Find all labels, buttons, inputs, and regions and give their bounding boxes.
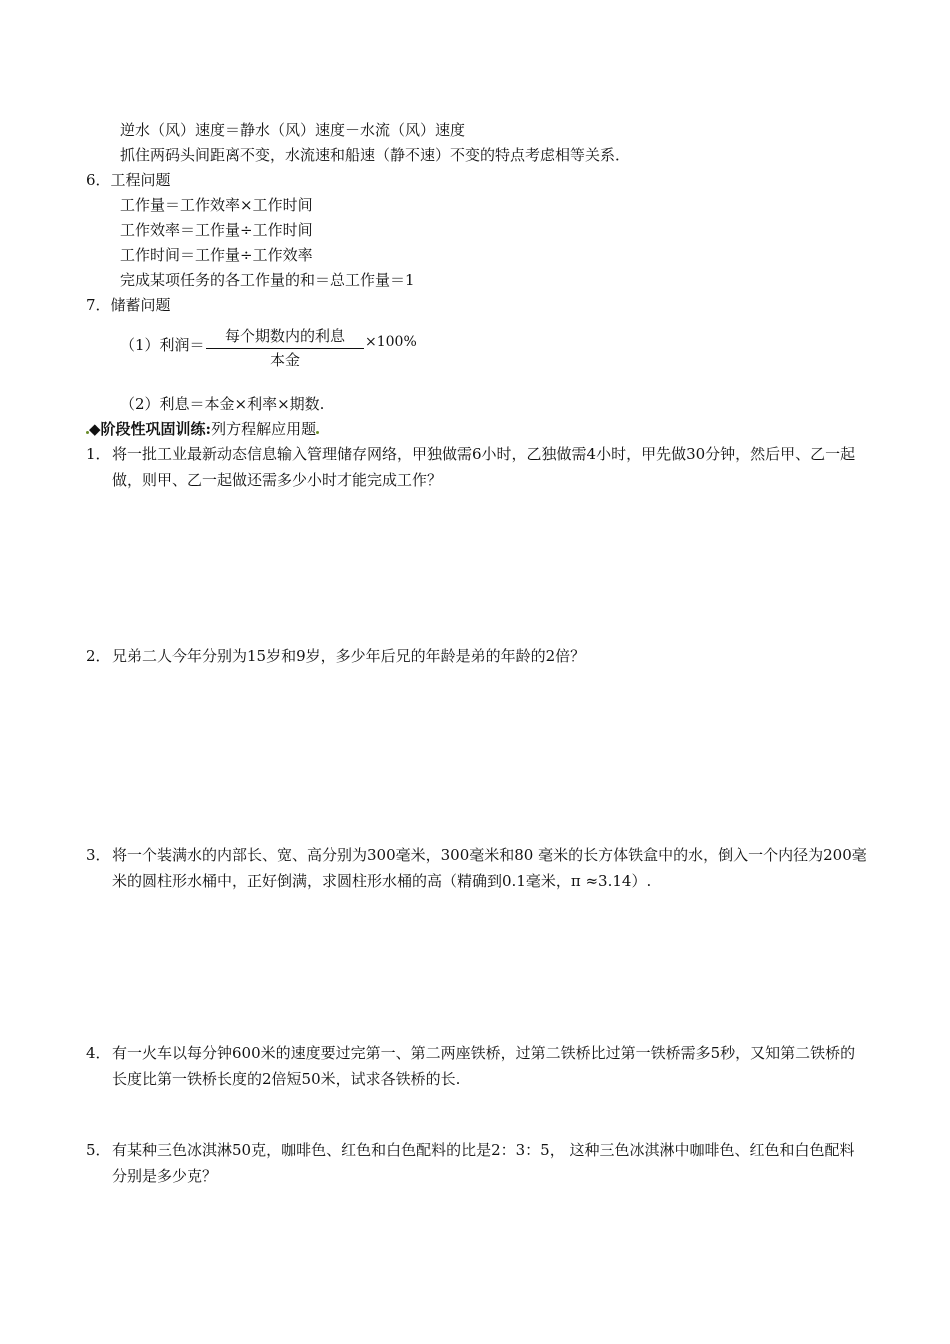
section-7-title: 7．储蓄问题 — [86, 296, 171, 314]
profit-percent-factor: ×100% — [365, 334, 417, 350]
question-number: 4． — [86, 1044, 111, 1062]
formula-work-efficiency: 工作效率＝工作量÷工作时间 — [120, 221, 313, 239]
section-6-title: 6．工程问题 — [86, 171, 171, 189]
formula-work-time: 工作时间＝工作量÷工作效率 — [120, 246, 313, 264]
question-text: 将一批工业最新动态信息输入管理储存网络，甲独做需6小时，乙独做需4小时，甲先做30分钟，然后甲、乙一起做，则甲、乙一起做还需多少小时才能完成工作？ — [112, 445, 856, 489]
formula-total-work: 完成某项任务的各工作量的和＝总工作量＝1 — [120, 271, 415, 289]
question-text: 兄弟二人今年分别为15岁和9岁，多少年后兄的年龄是弟的年龄的2倍？ — [112, 647, 586, 665]
profit-fraction — [206, 326, 364, 371]
fraction-denominator: 本金 — [269, 351, 300, 369]
note-equal-relation: 抓住两码头间距离不变，水流速和船速（静不速）不变的特点考虑相等关系． — [120, 146, 631, 164]
question-text: 有一火车以每分钟600米的速度要过完第一、第二两座铁桥，过第二铁桥比过第一铁桥需多5秒，又知第二铁桥的长度比第一铁桥长度的2倍短50米，试求各铁桥的长. — [112, 1044, 856, 1088]
anchor-dot — [316, 431, 319, 434]
question-text: 将一个装满水的内部长、宽、高分别为300毫米，300毫米和80 毫米的长方体铁盒中的水，倒入一个内径为200毫米的圆柱形水桶中，正好倒满，求圆柱形水桶的高（精确到0.1毫米，π ≈3.14）. — [112, 846, 867, 890]
formula-upstream-speed: 逆水（风）速度＝静水（风）速度－水流（风）速度 — [120, 121, 466, 139]
exercise-heading-mark: ◆阶段性巩固训练: — [89, 420, 212, 438]
question-number: 5． — [86, 1141, 111, 1159]
formula-interest: （2）利息＝本金×利率×期数. — [120, 395, 325, 413]
question-number: 2． — [86, 647, 111, 665]
fraction-numerator: 每个期数内的利息 — [206, 326, 364, 349]
profit-label: （1）利润＝ — [120, 336, 205, 354]
exercise-heading — [86, 418, 319, 440]
question-text: 有某种三色冰淇淋50克，咖啡色、红色和白色配料的比是2：3：5， 这种三色冰淇淋中咖啡色、红色和白色配料分别是多少克？ — [112, 1141, 855, 1185]
exercise-heading-text: 列方程解应用题 — [211, 420, 317, 438]
formula-work-amount: 工作量＝工作效率×工作时间 — [120, 196, 313, 214]
question-number: 3． — [86, 846, 111, 864]
question-number: 1． — [86, 445, 111, 463]
